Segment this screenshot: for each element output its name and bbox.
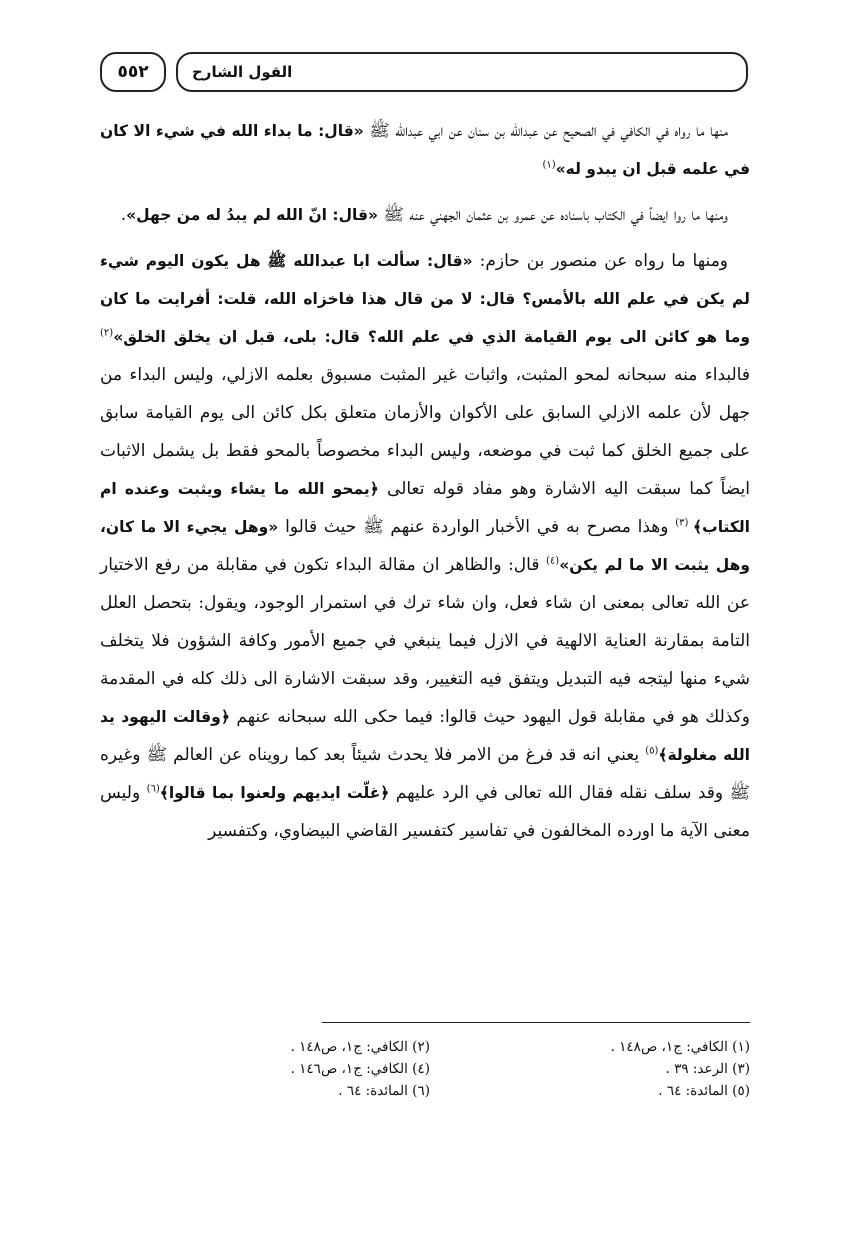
quoted-text: «قال: انّ الله لم يبدُ له من جهل» — [126, 206, 379, 224]
footnote: (٤) الكافي: ج١، ص١٤٦ . — [290, 1061, 430, 1077]
footnote: (١) الكافي: ج١، ص١٤٨ . — [610, 1039, 750, 1055]
page-number: ٥٥٢ — [100, 52, 166, 92]
text-run: وليس معنى الآية ما اورده المخالفون في تفاسير كتفسير القاضي البيضاوي، وكتفسير — [100, 783, 750, 841]
running-title: القول الشارح — [192, 63, 293, 81]
text-run: فالبداء منه سبحانه لمحو المثبت، واثبات غير المثبت مسبوق بعلمه الازلي، وليس البداء من جهل لأن علمه الازلي السابق على الأكوان والأزمان متعلق بكل كائن الى يوم القيامة سابق على جميع الخلق كما ثبت في موضعه، وليس البداء مخصوصاً بالمحو فقط بل يشمل الاثبات ايضاً كما سبقت اليه الاشارة وهو مفاد قوله تعالى — [100, 365, 750, 499]
page-header — [100, 52, 748, 100]
footnote-ref: (٦) — [146, 783, 160, 795]
footnote-ref: (٤) — [546, 555, 560, 567]
quoted-text: «قال: سألت ابا عبدالله ﷺ هل يكون اليوم شيء لم يكن في علم الله بالأمس؟ قال: لا من قال هذا فاخزاه الله، قلت: أفرايت ما كان وما هو كائن الى يوم القيامة الذي في علم الله؟ قال: بلى، قبل ان يخلق الخلق» — [100, 252, 750, 346]
quoted-text: «وهل يجيء الا ما كان، وهل يثبت الا ما لم يكن» — [100, 518, 750, 574]
text-run: وهذا مصرح به في الأخبار الواردة عنهم ﷺ حيث قالوا — [278, 517, 676, 537]
text-run: يعني انه قد فرغ من الامر فلا يحدث شيئاً بعد كما رويناه عن العالم ﷺ وغيره ﷺ وقد سلف نقله فقال الله تعالى في الرد عليهم — [100, 745, 750, 803]
text-run: منها ما رواه في الكافي في الصحيح عن عبدالله بن سنان عن ابي عبدالله ﷺ — [363, 121, 728, 141]
footnote: (٣) الرعد: ٣٩ . — [665, 1061, 750, 1077]
quoted-text: ﴿يمحو الله ما يشاء ويثبت وعنده ام الكتاب﴾ — [100, 480, 750, 536]
quoted-text: «قال: ما بداء الله في شيء الا كان في علمه قبل ان يبدو له» — [100, 122, 750, 178]
running-title-box — [176, 52, 748, 92]
footnote-divider — [322, 1022, 750, 1023]
text-run: . — [120, 205, 127, 225]
footnote-ref: (٢) — [100, 327, 114, 339]
footnote-ref: (٣) — [675, 517, 694, 529]
footnote: (٦) المائدة: ٦٤ . — [338, 1083, 430, 1099]
footnotes — [100, 1036, 750, 1102]
text-run: ومنها ما رواه عن منصور بن حازم: — [472, 251, 729, 271]
text-run: ومنها ما روا ايضاً في الكتاب باسناده عن عمرو بن عثمان الجهني عنه ﷺ — [378, 205, 728, 225]
footnote-ref: (١) — [542, 159, 556, 171]
main-text — [100, 112, 750, 858]
paragraph — [100, 112, 750, 188]
paragraph — [100, 196, 750, 234]
quoted-text: ﴿غلّت ايديهم ولعنوا بما قالوا﴾ — [159, 784, 390, 802]
footnote: (٥) المائدة: ٦٤ . — [658, 1083, 750, 1099]
text-run: قال: والظاهر ان مقالة البداء تكون في مقابلة من رفع الاختيار عن الله تعالى بمعنى ان شاء فعل، وان شاء ترك في استمرار الوجود، ويقول: بتحصل العلل التامة بمقارنة العناية الالهية في الازل فيما ينبغي في جميع الأمور وكافة الشؤون فلا يتخلف شيء منها ليتجه فيه التبديل ويتفق فيه التغيير، وقد سبقت الاشارة الى ذلك كله في المقدمة وكذلك هو في مقابلة قول اليهود حيث قالوا: فيما حكى الله سبحانه عنهم — [100, 555, 750, 727]
footnote-ref: (٥) — [645, 745, 659, 757]
paragraph — [100, 242, 750, 850]
quoted-text: ﴿وقالت اليهود يد الله مغلولة﴾ — [100, 708, 750, 764]
footnote: (٢) الكافي: ج١، ص١٤٨ . — [290, 1039, 430, 1055]
